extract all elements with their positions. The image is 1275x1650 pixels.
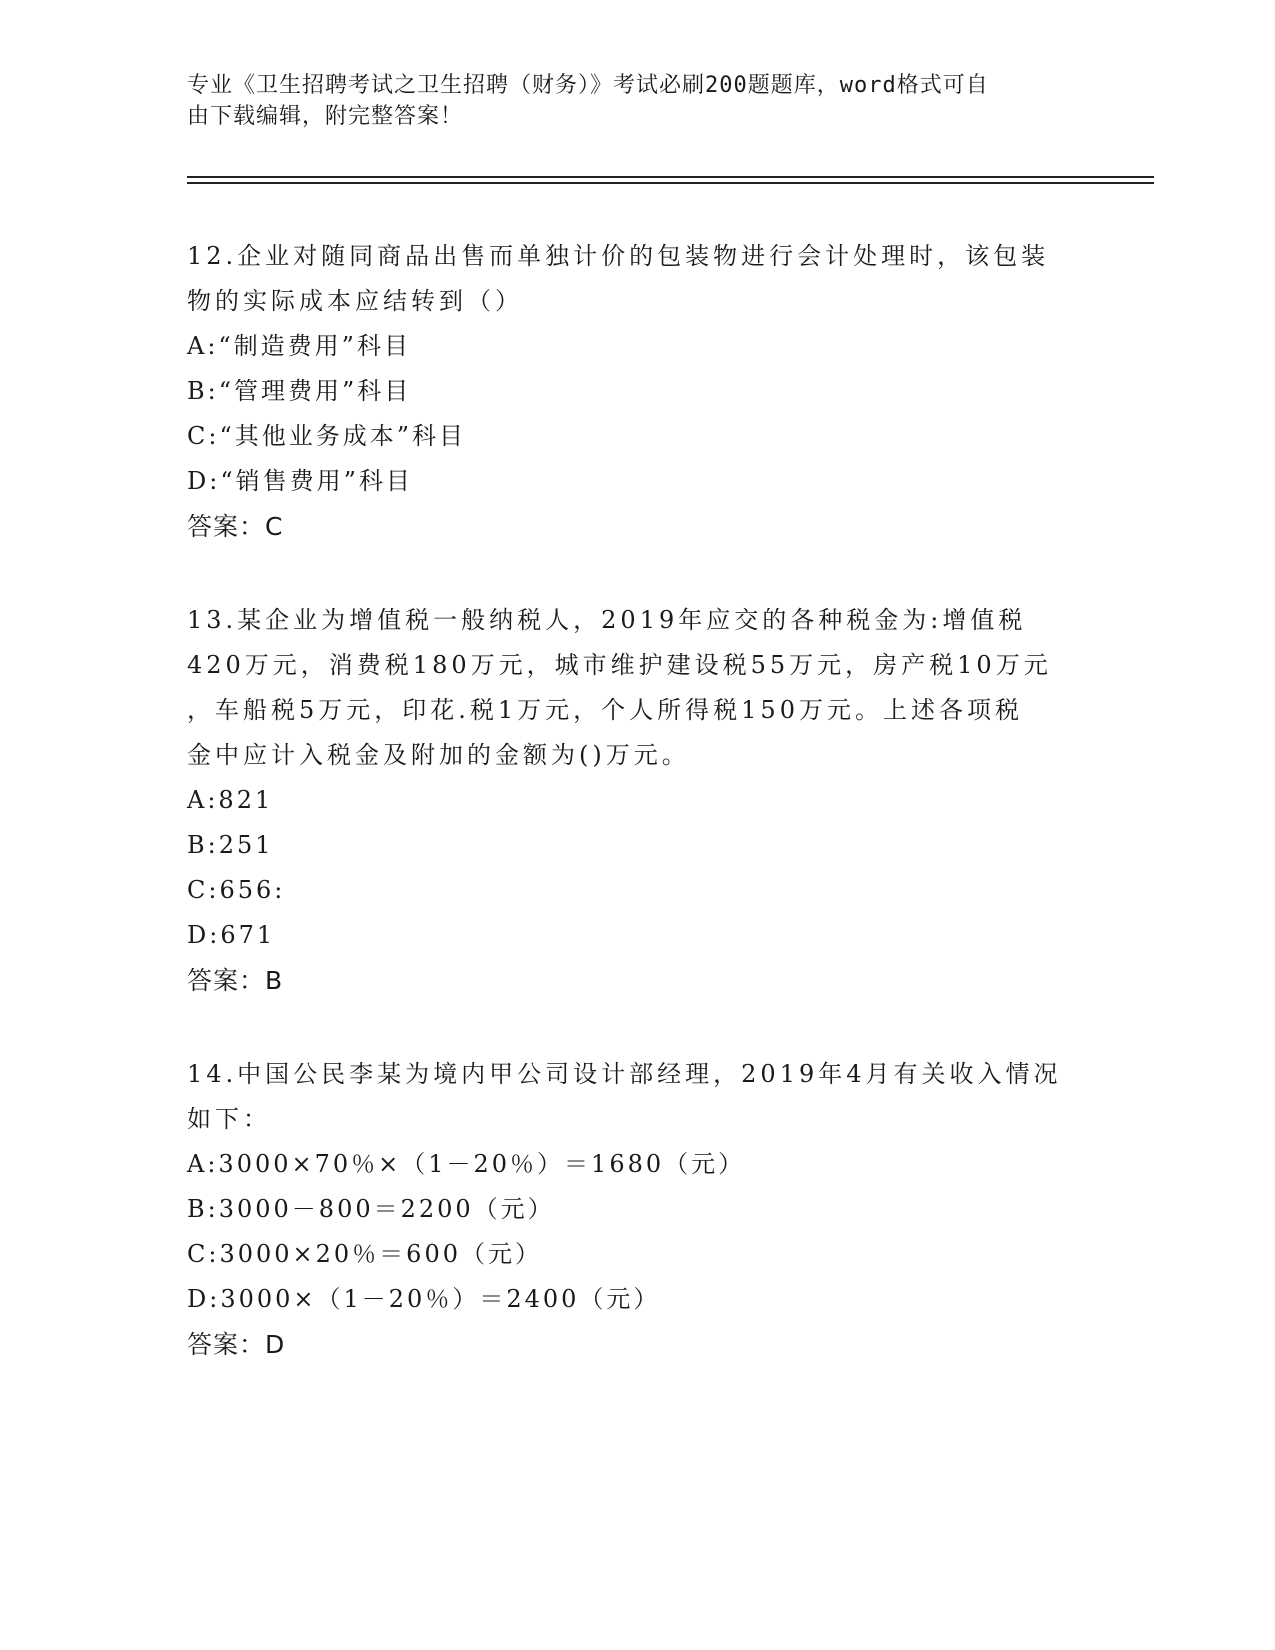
question-stem-line: 420万元，消费税180万元，城市维护建设税55万元，房产税10万元 — [187, 651, 1052, 679]
answer-line: 答案：D — [187, 1330, 286, 1359]
option-c: C:656: — [187, 876, 286, 904]
header-divider-top — [187, 176, 1154, 178]
question-12 — [187, 234, 1087, 549]
question-stem-line: 物的实际成本应结转到（） — [187, 287, 523, 315]
option-a: A:3000×70％×（1－20％）＝1680（元） — [187, 1150, 746, 1178]
header-divider-bottom — [187, 182, 1154, 184]
option-a: A:“制造费用”科目 — [187, 332, 411, 360]
option-a: A:821 — [187, 786, 274, 814]
question-stem-line: ，车船税5万元，印花.税1万元，个人所得税150万元。上述各项税 — [187, 696, 1023, 724]
question-stem-line: 金中应计入税金及附加的金额为()万元。 — [187, 741, 690, 769]
question-14 — [187, 1052, 1087, 1367]
option-c: C:“其他业务成本”科目 — [187, 422, 466, 450]
header-line-2: 由下载编辑，附完整答案！ — [187, 104, 464, 129]
option-d: D:“销售费用”科目 — [187, 467, 413, 495]
option-d: D:671 — [187, 921, 276, 949]
option-d: D:3000×（1－20％）＝2400（元） — [187, 1285, 661, 1313]
answer-line: 答案：C — [187, 512, 284, 541]
question-stem-line: 如下： — [187, 1105, 271, 1133]
question-13 — [187, 598, 1087, 1003]
question-stem-line: 13.某企业为增值税一般纳税人，2019年应交的各种税金为:增值税 — [187, 606, 1027, 634]
option-c: C:3000×20％＝600（元） — [187, 1240, 542, 1268]
option-b: B:251 — [187, 831, 274, 859]
question-stem-line: 14.中国公民李某为境内甲公司设计部经理，2019年4月有关收入情况 — [187, 1060, 1062, 1088]
question-stem-line: 12.企业对随同商品出售而单独计价的包装物进行会计处理时，该包装 — [187, 242, 1050, 270]
option-b: B:3000－800＝2200（元） — [187, 1195, 555, 1223]
document-header — [187, 70, 1087, 132]
option-b: B:“管理费用”科目 — [187, 377, 412, 405]
header-line-1: 专业《卫生招聘考试之卫生招聘（财务）》考试必刷200题题库，word格式可自 — [187, 73, 989, 98]
answer-line: 答案：B — [187, 966, 284, 995]
